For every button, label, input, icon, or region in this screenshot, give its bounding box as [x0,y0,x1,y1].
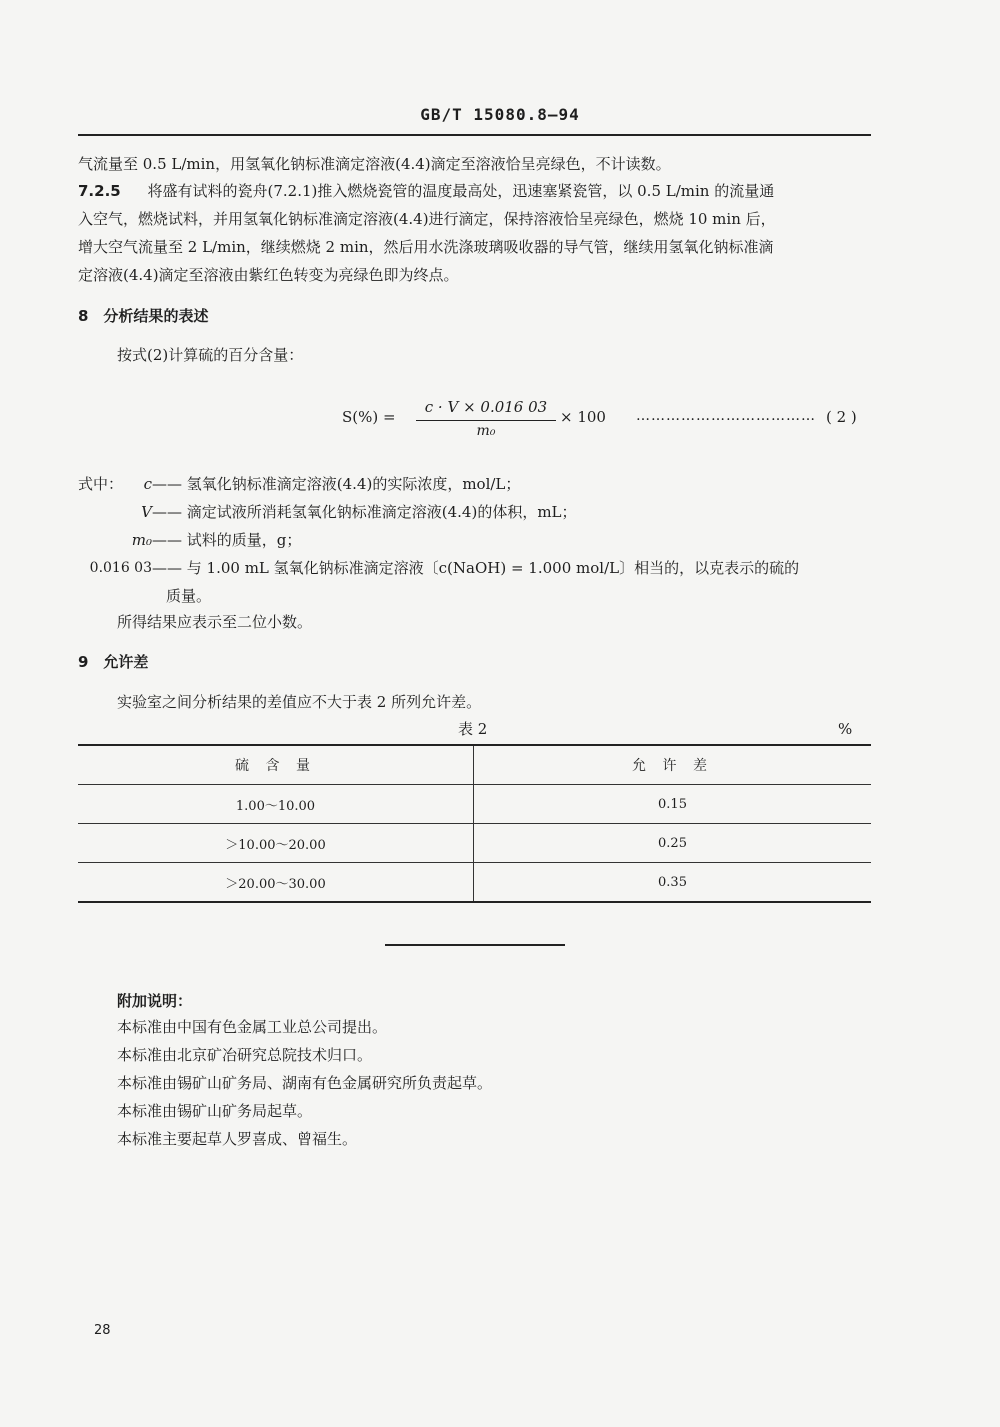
appendix-line: 本标准由锡矿山矿务局、湖南有色金属研究所负责起草。 [117,1074,493,1092]
appendix-line: 本标准由锡矿山矿务局起草。 [117,1102,313,1120]
cell-tolerance: 0.35 [474,863,872,903]
where-label: 式中： [78,475,124,493]
cell-content-range: ＞20.00～30.00 [78,863,474,903]
header-tolerance: 允 许 差 [474,745,872,785]
symbol-m0: m₀ [131,531,152,549]
where-symbol-c [100,470,152,498]
formula-denominator: m₀ [476,423,496,439]
where-desc-m0: —— 试料的质量，g； [152,531,302,549]
section-9-intro: 实验室之间分析结果的差值应不大于表 2 所列允许差。 [117,693,482,711]
continuation-line: 气流量至 0.5 L/min，用氢氧化钠标准滴定溶液(4.4)滴定至溶液恰呈亮绿色，不计读数。 [78,155,671,173]
fraction-bar [416,420,556,421]
clause-text-line-4: 定溶液(4.4)滴定至溶液由紫红色转变为亮绿色即为终点。 [78,266,459,284]
section-9-heading: 9 允许差 [78,653,149,671]
appendix-line: 本标准由北京矿冶研究总院技术归口。 [117,1046,373,1064]
clause-number: 7.2.5 [78,182,121,200]
cell-tolerance: 0.25 [474,824,872,863]
where-desc-c: —— 氢氧化钠标准滴定溶液(4.4)的实际浓度，mol/L； [152,475,521,493]
cell-content-range: ＞10.00～20.00 [78,824,474,863]
header-rule [78,134,871,136]
header-sulfur-content: 硫 含 量 [78,745,474,785]
where-symbol-v [100,498,152,526]
clause-text-line-1: 将盛有试料的瓷舟(7.2.1)推入燃烧瓷管的温度最高处，迅速塞紧瓷管，以 0.5 L/min 的流量通 [147,182,775,200]
formula-number: ( 2 ) [826,408,857,426]
page-number: 28 [94,1323,111,1338]
appendix-title: 附加说明： [117,992,193,1010]
standard-code-header: GB/T 15080.8—94 [420,105,580,124]
table-unit: % [838,720,853,738]
cell-content-range: 1.00～10.00 [78,785,474,824]
table-row [78,824,871,863]
where-desc-constant: —— 与 1.00 mL 氢氧化钠标准滴定溶液〔c(NaOH) = 1.000 mol/L〕相当的，以克表示的硫的 [152,559,800,577]
formula-numerator: c · V × 0.016 03 [424,398,548,416]
formula-times-100: × 100 [560,408,606,426]
formula-leader-dots: ……………………………… [636,408,816,424]
tolerance-table [78,744,871,903]
symbol-c: c [143,475,152,493]
closing-rule [385,944,565,946]
where-symbol-m0 [100,526,152,554]
where-desc-constant-cont: 质量。 [166,587,212,605]
table-row [78,785,871,824]
clause-7-2-5 [78,177,774,205]
where-symbol-constant: 0.016 03 [89,560,152,576]
section-8-intro: 按式(2)计算硫的百分含量： [117,346,304,364]
where-desc-v: —— 滴定试液所消耗氢氧化钠标准滴定溶液(4.4)的体积，mL； [152,503,577,521]
cell-tolerance: 0.15 [474,785,872,824]
table-caption: 表 2 [458,720,488,738]
clause-text-line-3: 增大空气流量至 2 L/min，继续燃烧 2 min，然后用水洗涤玻璃吸收器的导气管，继续用氢氧化钠标准滴 [78,238,774,256]
appendix-line: 本标准主要起草人罗喜成、曾福生。 [117,1130,358,1148]
table-header-row [78,745,871,785]
clause-text-line-2: 入空气，燃烧试料，并用氢氧化钠标准滴定溶液(4.4)进行滴定，保持溶液恰呈亮绿色，燃烧 10 min 后， [78,210,776,228]
result-precision-note: 所得结果应表示至二位小数。 [117,613,313,631]
table-row [78,863,871,903]
appendix-line: 本标准由中国有色金属工业总公司提出。 [117,1018,388,1036]
section-8-heading: 8 分析结果的表述 [78,307,209,325]
formula-lhs: S(%) = [342,408,396,426]
symbol-v: V [141,503,152,521]
